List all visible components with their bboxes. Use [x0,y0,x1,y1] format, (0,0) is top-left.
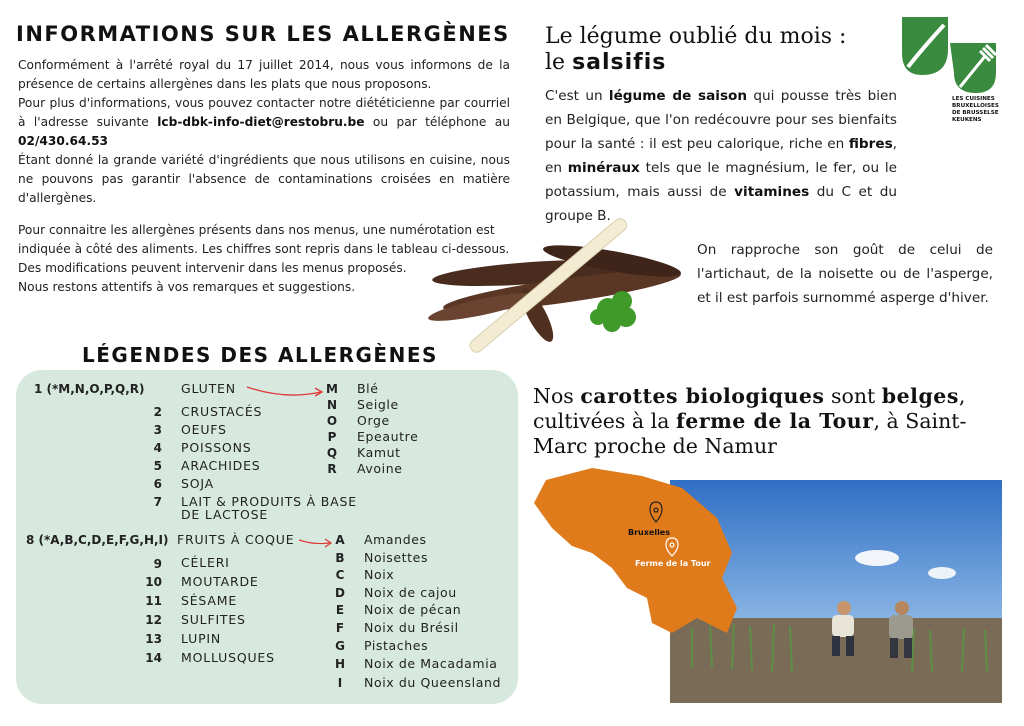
veg-seg-bold: vitamines [734,184,810,200]
vegetable-title [545,24,846,76]
gluten-cereal: Avoine [357,461,403,476]
vegetable-taste: On rapproche son goût de celui de l'artichaut, de la noisette ou de l'asperge, et il est parfois surnommé asperge d'hiver. [697,242,993,306]
info-contact-intro: Pour plus d'informations, vous pouvez contacter notre diététicienne par courriel à l'adresse suivante [18,96,510,129]
cloud [928,567,956,579]
nut-letter: C [335,568,345,582]
allergen-number: 2 [153,405,162,419]
nut-letter: E [335,603,345,617]
veg-seg-bold: fibres [848,136,893,152]
gluten-letter: R [327,462,337,476]
nut-name: Noix [364,567,395,582]
allergen-name: CÉLERI [181,555,230,570]
veg-seg: tels que le magnésium, le fer, ou le potassium, mais aussi de [545,160,897,200]
vegetable-description [545,84,897,228]
allergen-name: MOUTARDE [181,574,259,589]
allergen-name: SOJA [181,476,214,491]
map-label-ferme: Ferme de la Tour [635,559,711,568]
veg-seg: du C et du groupe B. [545,184,897,224]
allergen-number: 7 [153,495,162,509]
nut-letter: F [335,621,345,635]
gluten-cereal: Kamut [357,445,401,460]
nut-name: Noisettes [364,550,429,565]
logo-leaf-right [950,43,996,93]
info-text-contact [18,94,510,151]
nut-letter: A [335,533,345,547]
veg-seg-bold: minéraux [567,160,640,176]
map-label-bruxelles: Bruxelles [628,528,670,537]
nut-letter: H [334,657,346,671]
cloud [855,550,899,566]
allergen-number: 6 [153,477,162,491]
logo-text [952,96,999,124]
allergen-name: ARACHIDES [181,458,261,473]
logo-text-line: DE BRUSSELSE [952,110,999,116]
nut-letter: I [337,676,343,690]
vegetable-title-line2 [545,50,846,76]
veg-seg-bold: légume de saison [608,88,748,104]
allergen-number: 8 (*A,B,C,D,E,F,G,H,I) [26,533,169,547]
carrots-seg: , à Saint-Marc proche de Namur [533,409,967,458]
nut-name: Noix du Brésil [364,620,459,635]
dietitian-phone[interactable]: 02/430.64.53 [18,134,109,148]
allergen-name: MOLLUSQUES [181,650,275,665]
info-title: INFORMATIONS SUR LES ALLERGÈNES [16,22,510,46]
nuts-arrow-icon [298,536,334,550]
gluten-letter: N [326,398,338,412]
logo-text-line: BRUXELLOISES [952,103,999,109]
nut-letter: D [335,586,345,600]
gluten-cereal: Orge [357,413,390,428]
veg-seg: C'est un [545,88,609,104]
nut-name: Noix de Macadamia [364,656,498,671]
gluten-letter: Q [326,446,338,460]
legend-title: LÉGENDES DES ALLERGÈNES [82,343,438,367]
allergen-name: OEUFS [181,422,227,437]
farm-map-section [532,458,1002,703]
allergen-name: LUPIN [181,631,222,646]
farm-photo [532,458,1002,703]
allergen-number: 10 [145,575,162,589]
allergen-number: 3 [153,423,162,437]
logo-text-line: LES CUISINES [952,96,995,102]
veg-seg: qui pousse très bien en Belgique, que l'on redécouvre pour ses bienfaits pour la santé : il est peu calorique, riche en [545,88,897,152]
gluten-cereal: Blé [357,381,379,396]
allergen-name: SULFITES [181,612,246,627]
gluten-letter: O [326,414,338,428]
allergen-number: 12 [145,613,162,627]
carrots-seg-bold: ferme de la Tour [675,409,874,433]
vegetable-title-prefix: le [545,50,573,75]
gluten-arrow-icon [245,382,325,402]
nut-name: Noix de cajou [364,585,457,600]
carrots-seg-bold: belges [881,384,959,408]
nut-letter: G [335,639,345,653]
nut-name: Amandes [364,532,427,547]
gluten-cereal: Epeautre [357,429,419,444]
cuisines-bruxelloises-logo [900,15,1000,95]
info-contact-phone-intro: ou par téléphone au [364,115,510,129]
carrots-title [533,384,1003,459]
info-text-law: Conformément à l'arrêté royal du 17 juillet 2014, nous vous informons de la présence de certains allergènes dans les plats que nous proposons. [18,58,510,91]
allergen-name: POISSONS [181,440,252,455]
carrots-seg: sont [824,384,882,408]
carrots-seg-bold: carottes biologiques [580,384,825,408]
carrots-seg: , cultivées à la [533,384,966,433]
allergen-name: GLUTEN [181,381,236,396]
gluten-cereal: Seigle [357,397,399,412]
allergen-number: 13 [145,632,162,646]
allergen-number: 4 [153,441,162,455]
info-text-suggestions: Nous restons attentifs à vos remarques et suggestions. [18,280,356,294]
vegetable-name: salsifis [572,50,667,75]
allergen-number: 14 [145,651,162,665]
nut-name: Noix du Queensland [364,675,502,690]
info-text-modifications: Des modifications peuvent intervenir dans les menus proposés. [18,261,407,275]
allergen-number: 9 [153,557,162,571]
info-paragraph-1 [18,56,510,208]
allergen-number: 5 [153,459,162,473]
allergen-name: SÉSAME [181,593,238,608]
gluten-letter: M [326,382,338,396]
info-text-numbering: Pour connaitre les allergènes présents dans nos menus, une numérotation est indiquée à côté des aliments. Les chiffres sont repris dans le tableau ci-dessous. [18,223,510,256]
carrots-seg: Nos [533,384,581,408]
allergen-number: 1 (*M,N,O,P,Q,R) [34,382,145,396]
allergen-name: DE LACTOSE [181,507,269,522]
allergen-name: CRUSTACÉS [181,404,263,419]
nut-letter: B [335,551,345,565]
info-text-contamination: Étant donné la grande variété d'ingrédients que nous utilisons en cuisine, nous ne pouvons pas garantir l'absence de contaminations croisées en matière d'allergènes. [18,153,510,205]
nut-name: Noix de pécan [364,602,462,617]
gluten-letter: P [327,430,337,444]
salsify-photo [412,215,702,375]
nut-name: Pistaches [364,638,429,653]
veg-seg: , en [545,136,897,176]
allergen-name: FRUITS À COQUE [177,532,295,547]
allergen-number: 11 [145,594,162,608]
allergen-name: LAIT & PRODUITS À BASE [181,494,357,509]
dietitian-email-link[interactable]: lcb-dbk-info-diet@restobru.be [157,115,365,129]
vegetable-title-line1: Le légume oublié du mois : [545,24,847,49]
logo-text-line: KEUKENS [952,117,982,123]
